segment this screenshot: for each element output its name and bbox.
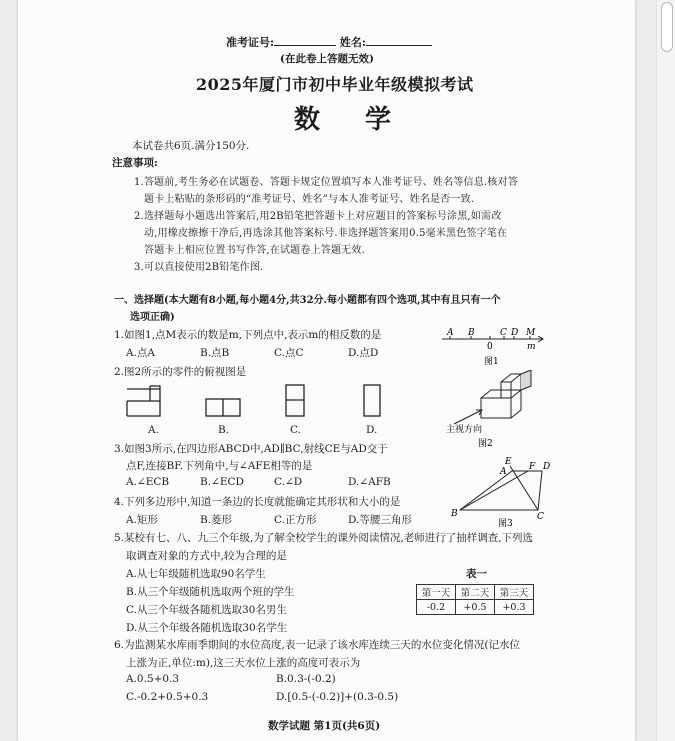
q2-option-a: A. [148, 424, 159, 436]
section1-heading-1: 一、选择题(本大题有8小题,每小题4分,共32分.每小题都有四个选项,其中有且只有一个 [114, 295, 501, 306]
fig2-caption: 图2 [478, 439, 493, 449]
fig1-point-m: M [526, 328, 536, 338]
fig3-caption: 图3 [498, 519, 513, 528]
q4-option-b: B.菱形 [200, 514, 233, 526]
q4-stem: 4.下列多边形中,知道一条边的长度就能确定其形状和大小的是 [114, 496, 401, 508]
fig3-point-a: A [500, 467, 507, 477]
q5-option-c: C.从三个年级各随机选取30名男生 [126, 604, 287, 616]
fig1-zero: 0 [487, 342, 493, 352]
q2-shape-b [206, 399, 240, 416]
q5-stem-line-2: 取调查对象的方式中,较为合理的是 [126, 550, 287, 562]
q5-option-d: D.从三个年级各随机选取30名学生 [126, 622, 288, 634]
q6-option-b: B.0.3-(-0.2) [276, 673, 336, 685]
name-label: 姓名: [339, 36, 366, 49]
fig1-point-b: B [468, 328, 475, 338]
q2-option-d: D. [366, 424, 378, 436]
exam-title: 2025年厦门市初中毕业年级模拟考试 [196, 75, 474, 94]
fig1-caption: 图1 [484, 357, 499, 367]
id-name-line [226, 34, 432, 50]
q1-stem: 1.如图1,点M表示的数是m,下列点中,表示m的相反数的是 [114, 329, 382, 341]
table1-value-day2: +0.5 [456, 600, 495, 615]
q5-option-b: B.从三个年级随机选取两个班的学生 [126, 586, 295, 598]
vertical-scrollbar[interactable] [656, 0, 675, 741]
q3-option-b: B.∠ECD [200, 476, 244, 488]
fig3-point-b: B [451, 509, 458, 519]
page-footer: 数学试题 第1页(共6页) [268, 720, 381, 732]
q4-option-d: D.等腰三角形 [348, 514, 412, 526]
note-line-6: 3.可以直接使用2B铅笔作图. [134, 262, 264, 273]
exam-page [18, 0, 635, 741]
scrollbar-thumb[interactable] [661, 2, 673, 52]
note-line-4: 动,用橡皮擦擦干净后,再选涂其他答案标号.非选择题答案用0.5毫米黑色签字笔在 [144, 228, 508, 239]
q3-option-a: A.∠ECB [126, 476, 170, 488]
fig1-point-c: C [500, 328, 507, 338]
table1-header-row [417, 585, 534, 600]
subject-title: 数 学 [294, 105, 410, 135]
table1-header-day1: 第一天 [417, 585, 456, 600]
fig3-point-d: D [543, 462, 550, 472]
notes-heading: 注意事项: [112, 157, 158, 169]
fig3-point-f: F [529, 462, 536, 472]
note-line-5: 答题卡上相应位置书写作答,在试题卷上答题无效. [144, 245, 365, 256]
q4-option-c: C.正方形 [274, 514, 317, 526]
fig3-point-c: C [537, 512, 544, 522]
q6-option-c: C.-0.2+0.5+0.3 [126, 691, 209, 703]
q2-shape-d [364, 385, 380, 416]
table1-header-day3: 第三天 [495, 585, 534, 600]
fig3-point-e: E [505, 457, 512, 467]
fig1-point-d: D [511, 328, 519, 338]
pages-score: 本试卷共6页.满分150分. [132, 140, 250, 152]
q2-option-b: B. [218, 424, 230, 436]
table1-header-day2: 第二天 [456, 585, 495, 600]
q4-option-a: A.矩形 [126, 514, 158, 526]
note-line-2: 题卡上粘贴的条形码的“准考证号、姓名”与本人准考证号、姓名是否一致. [144, 194, 475, 205]
q3-option-c: C.∠D [274, 476, 303, 488]
q6-option-d: D.[0.5-(-0.2)]+(0.3-0.5) [276, 691, 399, 703]
table1-value-day3: +0.3 [495, 600, 534, 615]
q1-option-c: C.点C [274, 347, 304, 359]
q5-stem-line-1: 5.某校有七、八、九三个年级,为了解全校学生的课外阅读情况,老师进行了抽样调查,下列选 [114, 532, 534, 544]
q6-option-a: A.0.5+0.3 [126, 673, 180, 685]
q2-option-c: C. [290, 424, 301, 436]
note-line-3: 2.选择题每小题选出答案后,用2B铅笔把答题卡上对应题目的答案标号涂黑,如需改 [134, 211, 502, 222]
q3-option-d: D.∠AFB [348, 476, 391, 488]
section1-heading-2: 选项正确) [130, 312, 175, 323]
q2-option-shapes [122, 383, 402, 421]
q3-stem-line-2: 点F,连接BF.下列角中,与∠AFE相等的是 [126, 460, 313, 472]
invalid-note: (在此卷上答题无效) [280, 53, 374, 65]
q1-option-b: B.点B [200, 347, 230, 359]
q1-option-d: D.点D [348, 347, 379, 359]
q6-stem-line-2: 上涨为正,单位:m),这三天水位上涨的高度可表示为 [126, 657, 361, 669]
figure-3-quadrilateral [450, 456, 550, 528]
q1-option-a: A.点A [126, 347, 156, 359]
q3-stem-line-1: 3.如图3所示,在四边形ABCD中,AD∥BC,射线CE与AD交于 [114, 443, 388, 455]
table1-title: 表一 [466, 568, 487, 580]
fig1-point-a: A [447, 328, 454, 338]
note-line-1: 1.答题前,考生务必在试题卷、答题卡规定位置填写本人准考证号、姓名等信息.核对答 [134, 177, 518, 188]
q5-option-a: A.从七年级随机选取90名学生 [126, 568, 266, 580]
id-label: 准考证号: [226, 36, 275, 49]
fig1-m: m [527, 342, 536, 352]
table1 [416, 584, 534, 615]
q2-shape-c [286, 385, 304, 416]
figure-1-number-line [438, 326, 548, 368]
q2-shape-a [127, 386, 160, 416]
name-blank[interactable] [366, 35, 432, 46]
q2-stem: 2.图2所示的零件的俯视图是 [114, 366, 247, 378]
fig2-arrow-label: 主视方向 [446, 425, 483, 435]
q6-stem-line-1: 6.为监测某水库雨季期间的水位高度,表一记录了该水库连续三天的水位变化情况(记水位 [114, 639, 520, 651]
id-blank[interactable] [274, 35, 336, 46]
figure-2-solid [446, 370, 536, 450]
table1-value-day1: -0.2 [417, 600, 456, 615]
table1-value-row [417, 600, 534, 615]
